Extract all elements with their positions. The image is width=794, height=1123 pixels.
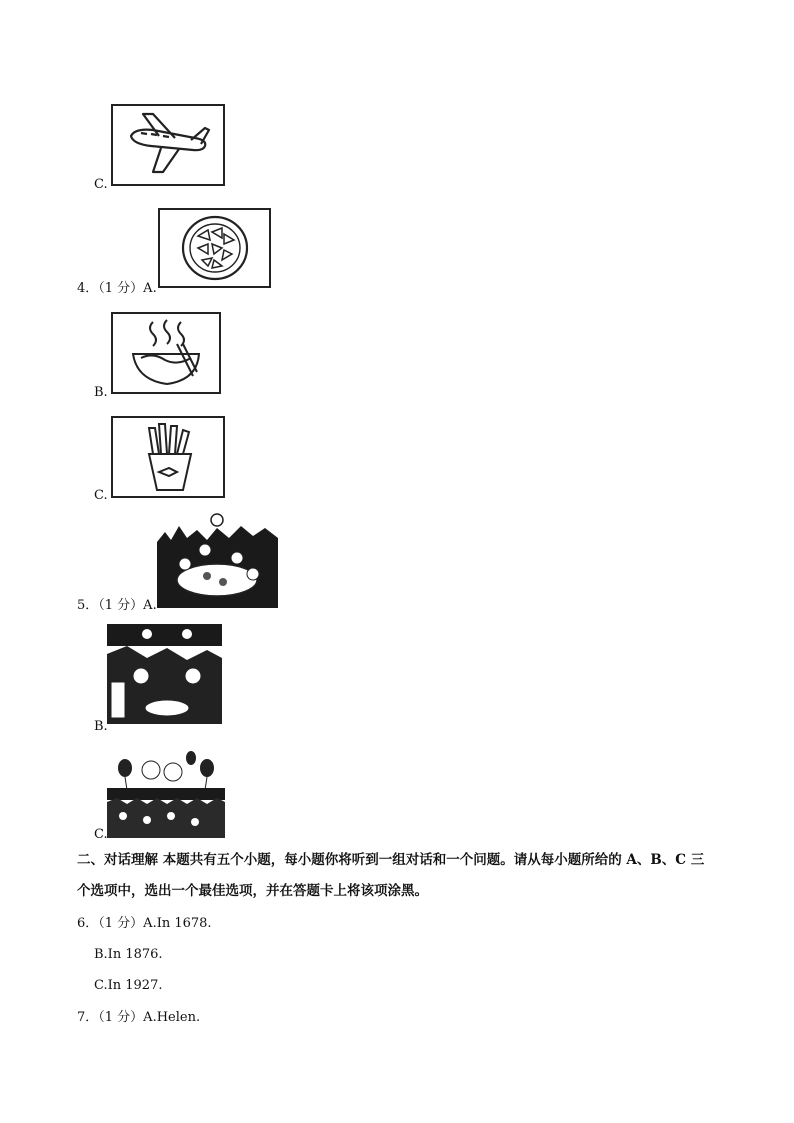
q6-prefix: 6．（1 分）A.In 1678. [77,916,212,931]
noodles-image[interactable] [111,312,221,394]
q5-option-b-label: B. [94,719,108,734]
french-fries-image[interactable] [111,416,225,498]
q4-prefix: 4．（1 分）A. [77,281,157,296]
dumplings-image[interactable] [158,208,271,288]
celebration-image[interactable] [107,744,225,838]
q5-option-c-label: C. [94,827,108,842]
q6-option-b: B.In 1876. [94,947,163,962]
mid-autumn-image[interactable] [107,624,222,724]
q7-prefix: 7．（1 分）A.Helen. [77,1010,201,1025]
section2-instruction-line1: 二、对话理解 本题共有五个小题，每小题你将听到一组对话和一个问题。请从每小题所给的 A、B、C 三 [77,852,705,868]
family-dinner-image[interactable] [157,512,278,608]
q4-option-b-label: B. [94,385,108,400]
q5-prefix: 5．（1 分）A. [77,598,157,613]
q6-option-c: C.In 1927. [94,978,163,993]
airplane-image[interactable] [111,104,225,186]
q4-option-c-label: C. [94,488,108,503]
section2-instruction-line2: 个选项中，选出一个最佳选项，并在答题卡上将该项涂黑。 [77,883,428,899]
q3-option-c-label: C. [94,177,108,192]
